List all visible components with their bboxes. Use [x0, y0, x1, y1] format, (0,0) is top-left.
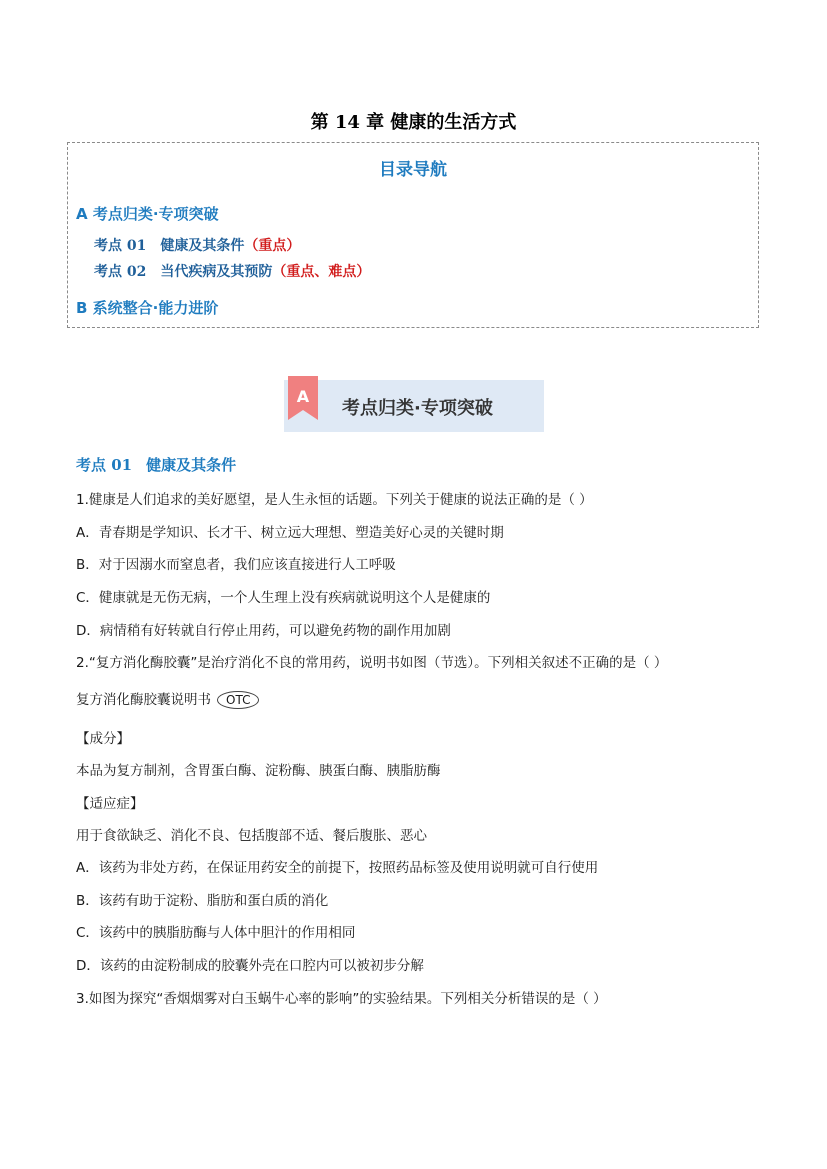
toc-item-name: 当代疾病及其预防 — [160, 264, 273, 280]
q2-stem: 2.“复方消化酶胶囊”是治疗消化不良的常用药，说明书如图（节选）。下列相关叙述不正确的是（ ） — [76, 655, 668, 671]
q2-option-d[interactable]: D．该药的由淀粉制成的胶囊外壳在口腔内可以被初步分解 — [76, 958, 424, 974]
toc-section-b[interactable]: B 系统整合·能力进阶 — [76, 299, 219, 317]
kp01-heading — [76, 454, 236, 475]
kp-code: 考点 01 — [76, 456, 133, 474]
q1-option-c[interactable]: C．健康就是无伤无病，一个人生理上没有疾病就说明这个人是健康的 — [76, 590, 491, 606]
section-banner — [284, 380, 544, 432]
kp-name: 健康及其条件 — [146, 456, 237, 474]
toc-item-tag: （重点） — [244, 238, 301, 254]
toc-heading: 目录导航 — [379, 160, 447, 180]
toc-item-kp02[interactable] — [94, 261, 370, 281]
q2-indications: 用于食欲缺乏、消化不良、包括腹部不适、餐后腹胀、恶心 — [76, 828, 427, 844]
toc-section-a[interactable]: A 考点归类·专项突破 — [76, 205, 219, 223]
toc-item-kp01[interactable] — [94, 235, 300, 255]
q1-option-a[interactable]: A．青春期是学知识、长才干、树立远大理想、塑造美好心灵的关键时期 — [76, 525, 504, 541]
toc-item-code: 考点 01 — [94, 238, 147, 254]
q1-stem: 1.健康是人们追求的美好愿望，是人生永恒的话题。下列关于健康的说法正确的是（ ） — [76, 492, 593, 508]
q2-ingredients-head: 【成分】 — [76, 731, 130, 747]
toc-item-name: 健康及其条件 — [160, 238, 245, 254]
q2-option-c[interactable]: C．该药中的胰脂肪酶与人体中胆汁的作用相同 — [76, 925, 356, 941]
banner-letter: A — [296, 387, 310, 406]
bookmark-flag-icon — [288, 376, 318, 420]
q2-manual-title: 复方消化酶胶囊说明书 — [76, 692, 211, 708]
q2-option-a[interactable]: A．该药为非处方药，在保证用药安全的前提下，按照药品标签及使用说明就可自行使用 — [76, 860, 599, 876]
banner-title: 考点归类·专项突破 — [342, 398, 493, 419]
q3-stem: 3.如图为探究“香烟烟雾对白玉蜗牛心率的影响”的实验结果。下列相关分析错误的是（ ） — [76, 991, 607, 1007]
q2-ingredients: 本品为复方制剂，含胃蛋白酶、淀粉酶、胰蛋白酶、胰脂肪酶 — [76, 763, 441, 779]
toc-box — [67, 142, 759, 328]
q2-indications-head: 【适应症】 — [76, 796, 144, 812]
q2-manual-title-row — [76, 688, 259, 709]
q2-option-b[interactable]: B．该药有助于淀粉、脂肪和蛋白质的消化 — [76, 893, 329, 909]
toc-item-code: 考点 02 — [94, 264, 147, 280]
q1-option-b[interactable]: B．对于因溺水而窒息者，我们应该直接进行人工呼吸 — [76, 557, 396, 573]
q1-option-d[interactable]: D．病情稍有好转就自行停止用药，可以避免药物的副作用加剧 — [76, 623, 451, 639]
toc-item-tag: （重点、难点） — [272, 264, 371, 280]
otc-badge: OTC — [217, 691, 259, 709]
page-title: 第 14 章 健康的生活方式 — [310, 112, 517, 133]
